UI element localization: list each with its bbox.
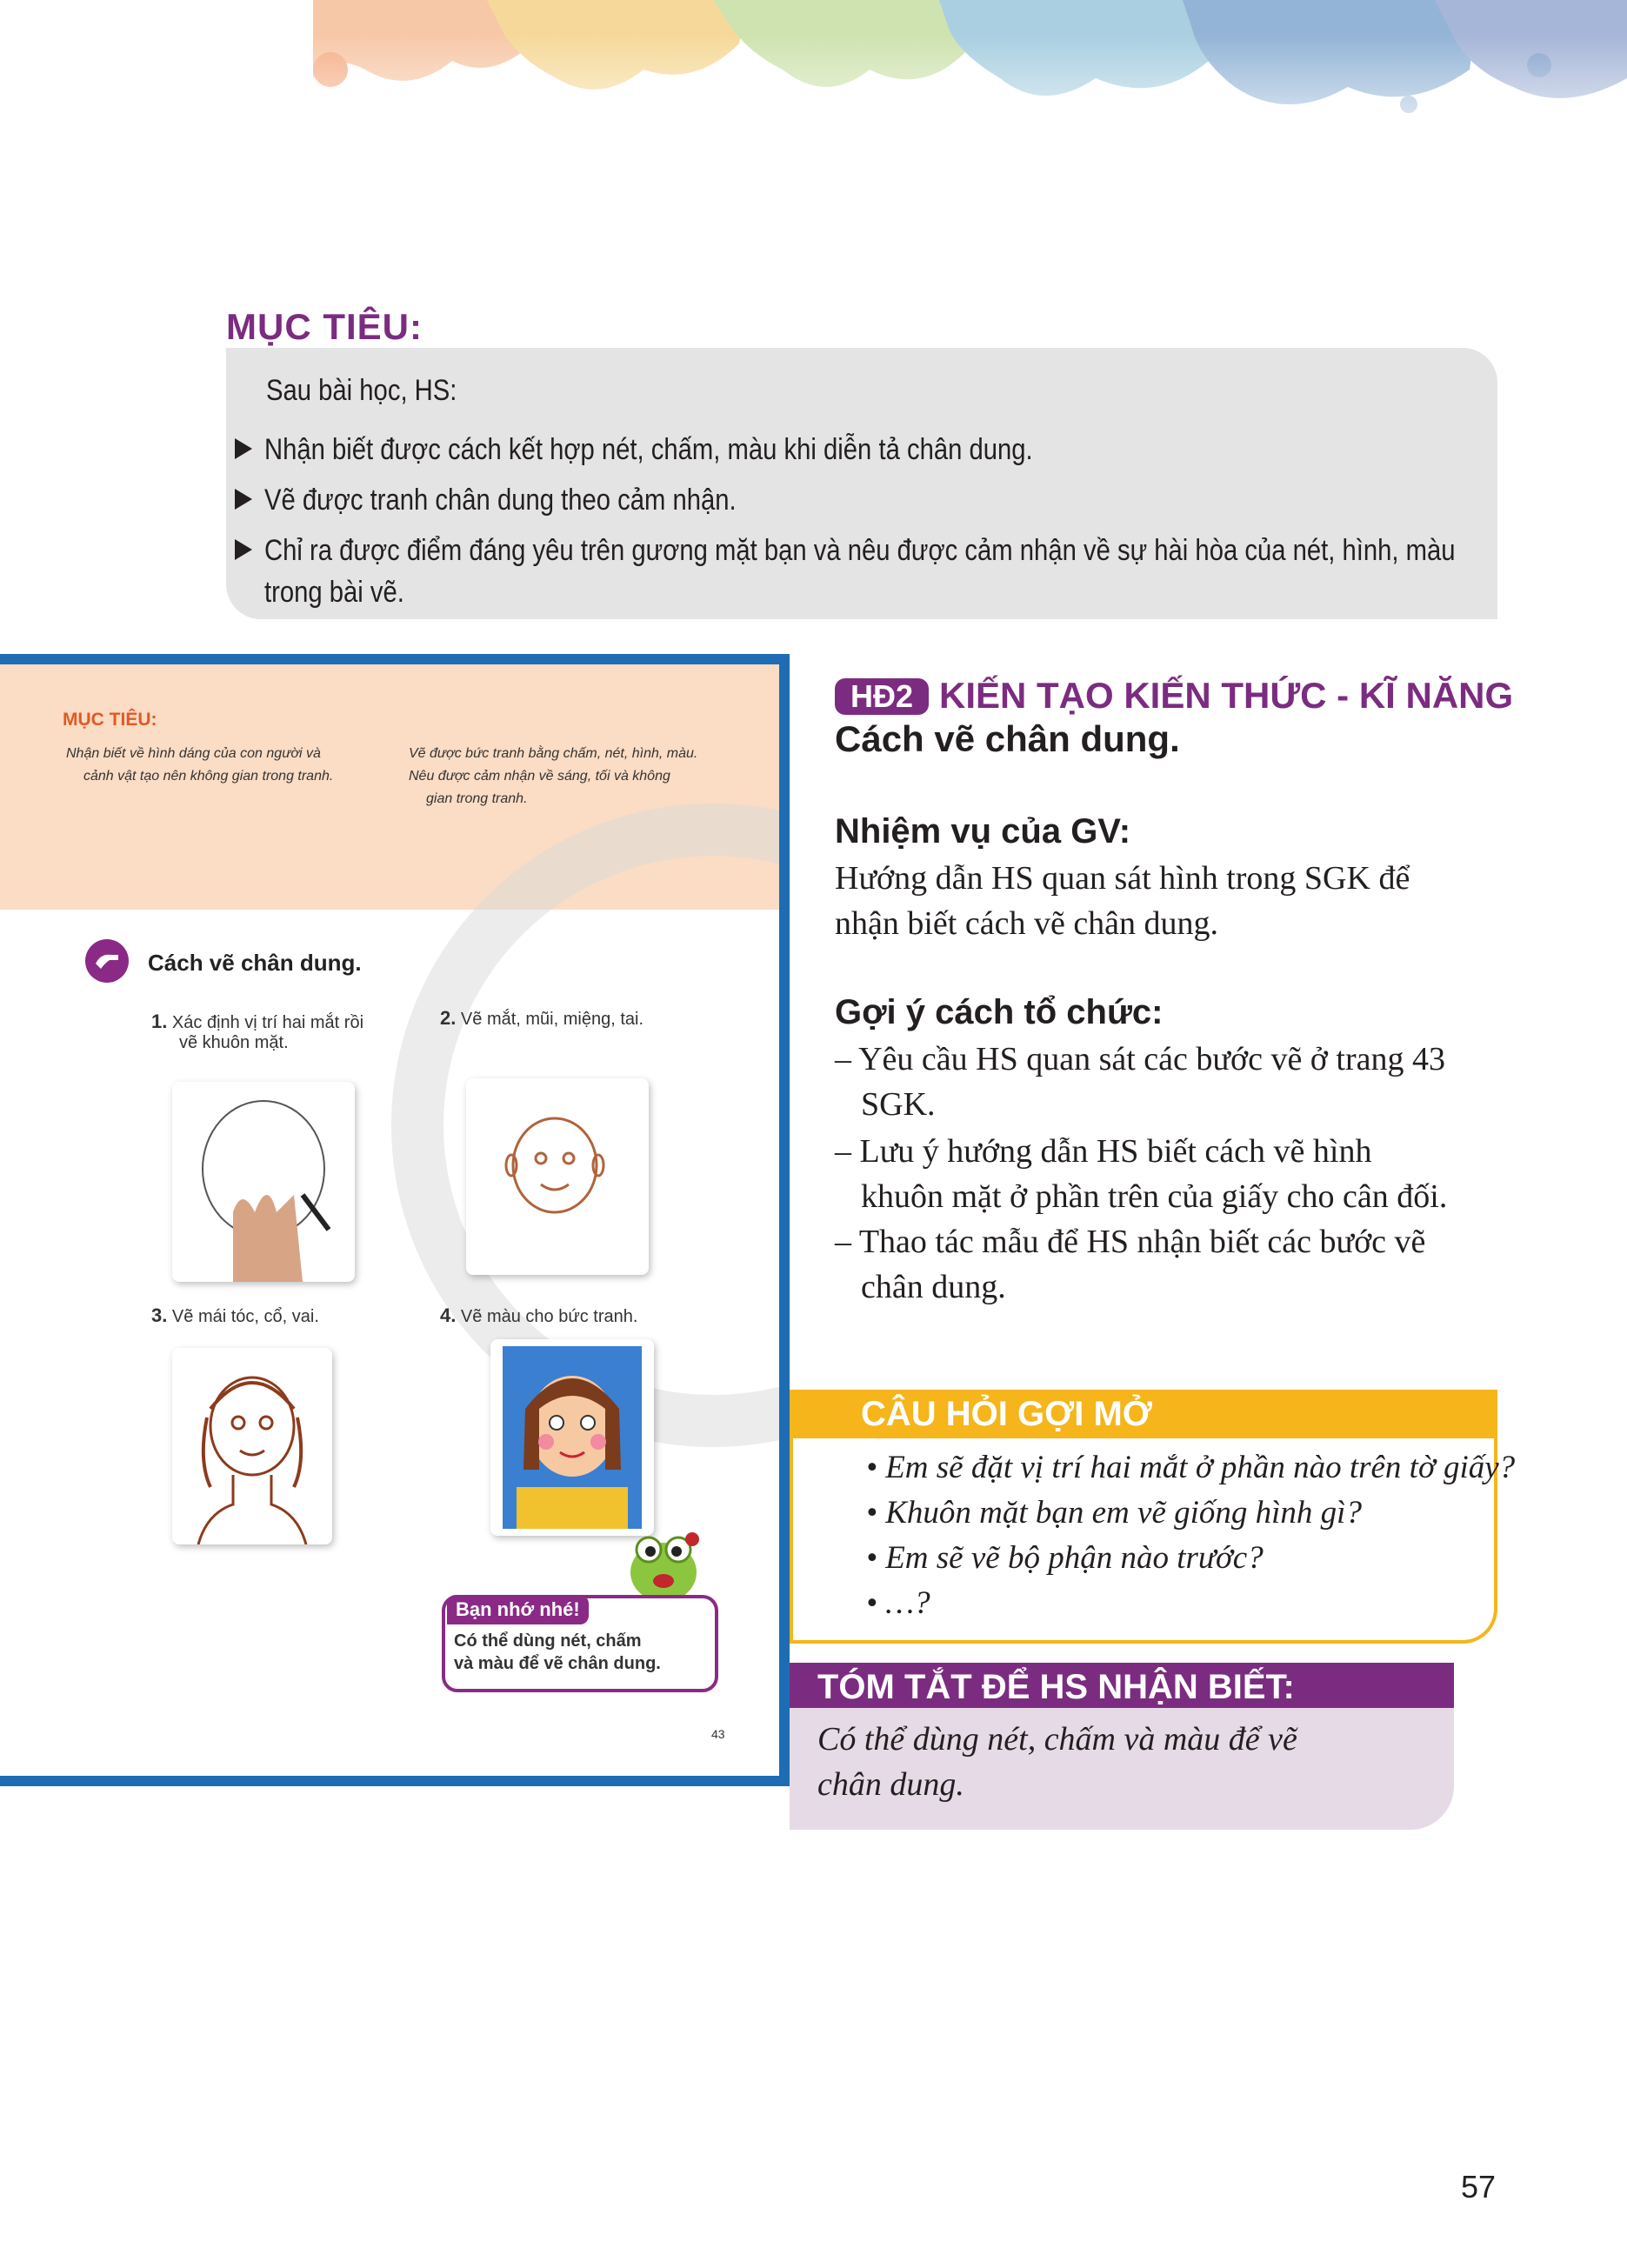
guide-line: chân dung. bbox=[861, 1269, 1006, 1305]
guide-line: SGK. bbox=[861, 1086, 936, 1123]
bullet-triangle-icon bbox=[235, 489, 252, 510]
textbook-objective-right: gian trong tranh. bbox=[426, 791, 528, 806]
textbook-objective-left: cảnh vật tạo nên không gian trong tranh. bbox=[83, 769, 334, 784]
activity-badge: HĐ2 bbox=[835, 678, 929, 715]
step-label: 2. Vẽ mắt, mũi, miệng, tai. bbox=[440, 1007, 643, 1029]
step-label: 4. Vẽ màu cho bức tranh. bbox=[440, 1304, 638, 1326]
task-line: Hướng dẫn HS quan sát hình trong SGK để bbox=[835, 860, 1410, 897]
textbook-objective-right: Nêu được cảm nhận về sáng, tối và không bbox=[409, 769, 670, 784]
summary-line: Có thể dùng nét, chấm và màu để vẽ bbox=[817, 1721, 1297, 1758]
objective-item: Chỉ ra được điểm đáng yêu trên gương mặt bạn và nêu được cảm nhận về sự hài hòa của nét, hình, màu bbox=[264, 534, 1456, 567]
objectives-intro: Sau bài học, HS: bbox=[266, 374, 457, 407]
task-line: nhận biết cách vẽ chân dung. bbox=[835, 905, 1219, 942]
step3-drawing bbox=[172, 1348, 332, 1544]
question-item: • Khuôn mặt bạn em vẽ giống hình gì? bbox=[866, 1495, 1362, 1531]
objective-item: Vẽ được tranh chân dung theo cảm nhận. bbox=[264, 484, 737, 517]
step2-drawing bbox=[466, 1078, 649, 1275]
objectives-title: MỤC TIÊU: bbox=[226, 306, 423, 347]
textbook-page-image bbox=[0, 654, 790, 1786]
task-heading: Nhiệm vụ của GV: bbox=[835, 812, 1131, 850]
guide-line: – Yêu cầu HS quan sát các bước vẽ ở trang 43 bbox=[835, 1041, 1445, 1077]
page-number: 57 bbox=[1461, 2169, 1497, 2205]
guide-line: – Thao tác mẫu để HS nhận biết các bước vẽ bbox=[835, 1224, 1426, 1260]
step4-colored-drawing bbox=[490, 1339, 654, 1536]
questions-title: CÂU HỎI GỢI MỞ bbox=[861, 1395, 1152, 1433]
guide-line: – Lưu ý hướng dẫn HS biết cách vẽ hình bbox=[835, 1133, 1372, 1170]
step1-photo bbox=[172, 1082, 355, 1282]
summary-line: chân dung. bbox=[817, 1766, 964, 1803]
textbook-objectives-title: MỤC TIÊU: bbox=[63, 710, 157, 730]
paint-splash-banner bbox=[0, 0, 1627, 174]
bullet-triangle-icon bbox=[235, 539, 252, 560]
textbook-note-tag: Bạn nhớ nhé! bbox=[447, 1595, 589, 1624]
question-item: • …? bbox=[866, 1585, 930, 1621]
objective-item: Nhận biết được cách kết hợp nét, chấm, màu khi diễn tả chân dung. bbox=[264, 433, 1033, 466]
step-label: 3. Vẽ mái tóc, cổ, vai. bbox=[151, 1304, 319, 1326]
textbook-note-line: Có thể dùng nét, chấm bbox=[454, 1631, 642, 1651]
textbook-objective-right: Vẽ được bức tranh bằng chấm, nét, hình, màu. bbox=[409, 746, 698, 761]
textbook-note-line: và màu để vẽ chân dung. bbox=[454, 1654, 661, 1673]
question-item: • Em sẽ đặt vị trí hai mắt ở phần nào trên tờ giấy? bbox=[866, 1450, 1516, 1485]
guide-heading: Gợi ý cách tổ chức: bbox=[835, 993, 1164, 1031]
textbook-page-number: 43 bbox=[711, 1727, 725, 1741]
step-label-continued: vẽ khuôn mặt. bbox=[179, 1033, 289, 1052]
textbook-heading: Cách vẽ chân dung. bbox=[148, 950, 362, 976]
guide-line: khuôn mặt ở phần trên của giấy cho cân đối. bbox=[861, 1178, 1448, 1215]
bullet-triangle-icon bbox=[235, 438, 252, 459]
question-item: • Em sẽ vẽ bộ phận nào trước? bbox=[866, 1540, 1264, 1576]
step-label: 1. Xác định vị trí hai mắt rồi bbox=[151, 1011, 364, 1032]
objective-item-continued: trong bài vẽ. bbox=[264, 576, 404, 609]
hand-pointing-icon bbox=[83, 937, 130, 984]
textbook-objective-left: Nhận biết về hình dáng của con người và bbox=[66, 746, 321, 761]
activity-subtitle: Cách vẽ chân dung. bbox=[835, 718, 1180, 759]
summary-title: TÓM TẮT ĐỂ HS NHẬN BIẾT: bbox=[817, 1668, 1295, 1706]
activity-title: KIẾN TẠO KIẾN THỨC - KĨ NĂNG bbox=[939, 675, 1514, 716]
